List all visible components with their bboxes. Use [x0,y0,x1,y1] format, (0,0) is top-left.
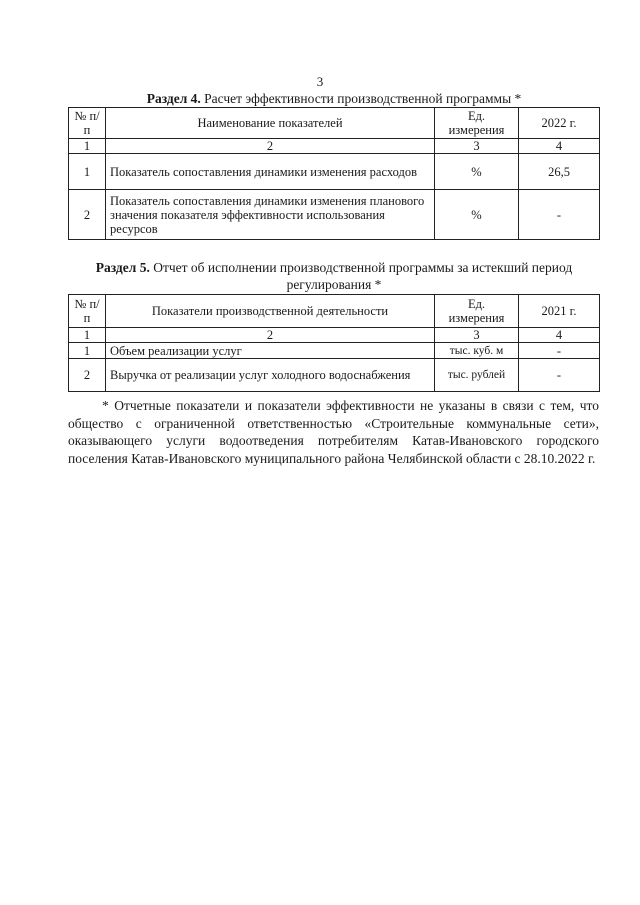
row-num: 1 [69,154,106,190]
header-num: № п/п [69,108,106,139]
row-value: - [519,359,600,392]
index-cell: 1 [69,139,106,154]
index-cell: 4 [519,139,600,154]
row-unit: тыс. куб. м [435,343,519,359]
section-4-title: Расчет эффективности производственной программы * [204,91,522,106]
row-value: - [519,343,600,359]
index-cell: 2 [106,328,435,343]
row-name: Показатель сопоставления динамики изменения планового значения показателя эффективности использования ресурсов [106,190,435,240]
index-cell: 3 [435,328,519,343]
row-value: 26,5 [519,154,600,190]
row-num: 2 [69,359,106,392]
page-number: 3 [316,74,324,89]
row-unit: тыс. рублей [435,359,519,392]
table-header-row [69,108,600,139]
section-4-label: Раздел 4. [146,91,201,106]
section-5-title: Отчет об исполнении производственной программы за истекший период регулирования * [153,260,573,292]
index-cell: 1 [69,328,106,343]
row-unit: % [435,190,519,240]
row-name: Выручка от реализации услуг холодного водоснабжения [106,359,435,392]
header-num: № п/п [69,295,106,328]
header-year: 2021 г. [519,295,600,328]
row-num: 1 [69,343,106,359]
index-cell: 2 [106,139,435,154]
header-name: Наименование показателей [106,108,435,139]
table-index-row [69,139,600,154]
row-name: Показатель сопоставления динамики изменения расходов [106,154,435,190]
footnote: * Отчетные показатели и показатели эффективности не указаны в связи с тем, что общество с ограниченной ответственностью «Строительные коммунальные сети», оказывающего услуги водоотведения потребителям Катав-Ивановского городского поселения Катав-Ивановского муниципального района Челябинской области с 28.10.2022 г. [68,398,599,466]
table-row [69,154,600,190]
index-cell: 3 [435,139,519,154]
row-num: 2 [69,190,106,240]
header-unit: Ед. измерения [435,108,519,139]
table-row [69,190,600,240]
row-name: Объем реализации услуг [106,343,435,359]
table-row [69,343,600,359]
table-index-row [69,328,600,343]
section-5-label: Раздел 5. [95,260,150,275]
header-unit: Ед. измерения [435,295,519,328]
section-4-table [68,107,600,240]
header-name: Показатели производственной деятельности [106,295,435,328]
row-unit: % [435,154,519,190]
section-5-heading [66,259,602,293]
table-header-row [69,295,600,328]
section-4-heading [66,90,602,107]
row-value: - [519,190,600,240]
table-row [69,359,600,392]
index-cell: 4 [519,328,600,343]
section-5-table [68,294,600,392]
header-year: 2022 г. [519,108,600,139]
